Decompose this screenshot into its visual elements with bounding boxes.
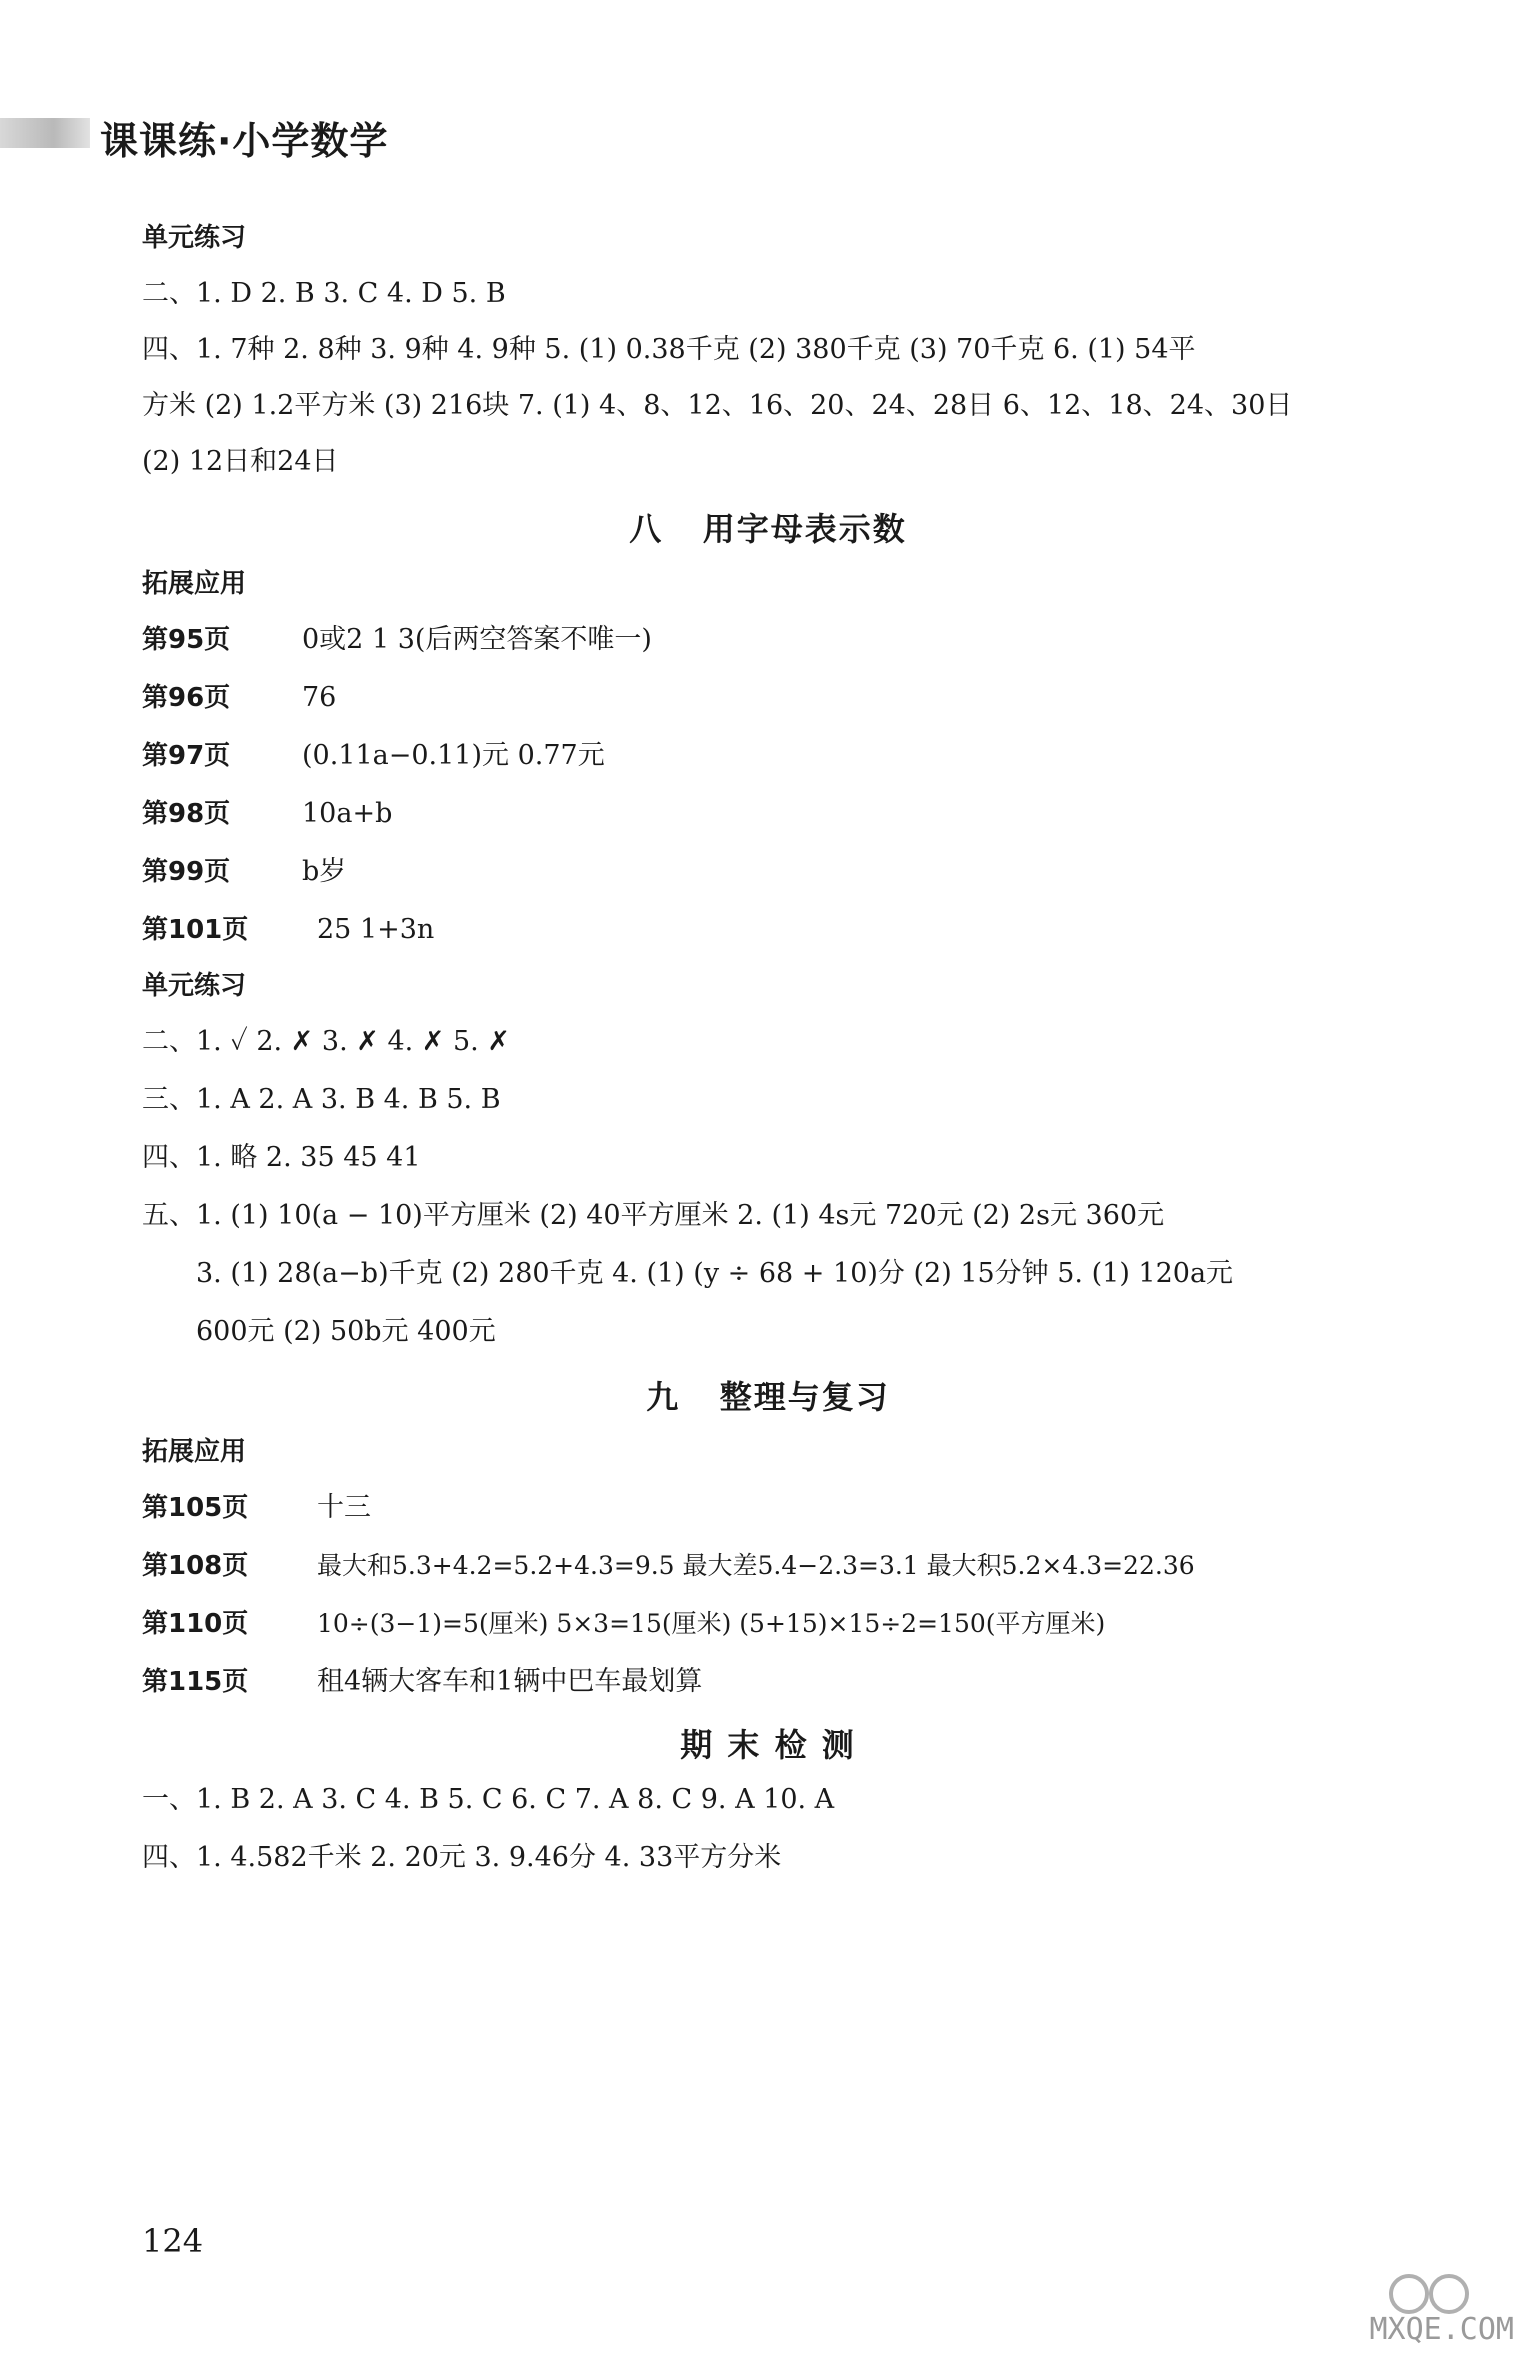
page-answer: 76 <box>302 682 337 713</box>
page-answer-row <box>142 1546 1195 1586</box>
answer-line: 四、1. 4.582千米 2. 20元 3. 9.46分 4. 33平方分米 <box>142 1842 782 1873</box>
answer-line: 二、1. ✓ 2. ✗ 3. ✗ 4. ✗ 5. ✗ <box>142 1026 510 1057</box>
page-answer: 十三 <box>317 1492 371 1523</box>
unit-exercise-label: 单元练习 <box>142 223 247 253</box>
section-heading: 九 整理与复习 <box>646 1378 890 1416</box>
section-heading: 期 末 检 测 <box>680 1726 856 1764</box>
answer-line: 二、1. D 2. B 3. C 4. D 5. B <box>142 278 506 309</box>
page-answer-row <box>142 1604 1105 1644</box>
page-ref: 第110页 <box>142 1609 249 1639</box>
page-ref: 第108页 <box>142 1551 249 1581</box>
answer-line: (2) 12日和24日 <box>142 446 339 477</box>
page-answer-row <box>142 910 434 950</box>
page-ref: 第99页 <box>142 857 231 887</box>
answer-line: 3. (1) 28(a−b)千克 (2) 280千克 4. (1) (y ÷ 68 + 10)分 (2) 15分钟 5. (1) 120a元 <box>196 1258 1234 1289</box>
page-header <box>0 104 500 164</box>
page-answer: 10÷(3−1)=5(厘米) 5×3=15(厘米) (5+15)×15÷2=150(平方厘米) <box>317 1609 1106 1638</box>
book-title: 课课练·小学数学 <box>100 119 389 163</box>
section-heading: 八 用字母表示数 <box>629 510 907 548</box>
page-answer-row <box>142 678 336 718</box>
watermark-text: MXQE.COM <box>1369 2312 1514 2347</box>
page-answer: 最大和5.3+4.2=5.2+4.3=9.5 最大差5.4−2.3=3.1 最大积5.2×4.3=22.36 <box>317 1551 1195 1580</box>
unit-exercise-label: 单元练习 <box>142 971 247 1001</box>
page-answer-row <box>142 1662 702 1702</box>
page-ref: 第98页 <box>142 799 231 829</box>
answer-line: 四、1. 略 2. 35 45 41 <box>142 1142 421 1173</box>
answer-line: 600元 (2) 50b元 400元 <box>196 1316 496 1347</box>
page-ref: 第95页 <box>142 625 231 655</box>
page-ref: 第96页 <box>142 683 231 713</box>
answer-line: 五、1. (1) 10(a − 10)平方厘米 (2) 40平方厘米 2. (1) 4s元 720元 (2) 2s元 360元 <box>142 1200 1165 1231</box>
page-answer: 0或2 1 3(后两空答案不唯一) <box>302 624 652 655</box>
page-ref: 第105页 <box>142 1493 249 1523</box>
answer-line: 四、1. 7种 2. 8种 3. 9种 4. 9种 5. (1) 0.38千克 (2) 380千克 (3) 70千克 6. (1) 54平 <box>142 334 1196 365</box>
answer-line: 一、1. B 2. A 3. C 4. B 5. C 6. C 7. A 8. C 9. A 10. A <box>142 1784 835 1815</box>
page-answer: 10a+b <box>302 798 393 829</box>
page-answer: b岁 <box>302 856 347 887</box>
page-answer-row <box>142 852 346 892</box>
page-answer-row <box>142 620 652 660</box>
page-answer: (0.11a−0.11)元 0.77元 <box>302 740 605 771</box>
watermark <box>1284 2269 1514 2347</box>
page-answer-row <box>142 1488 371 1528</box>
page-answer-row <box>142 736 605 776</box>
answer-line: 三、1. A 2. A 3. B 4. B 5. B <box>142 1084 501 1115</box>
answer-line: 方米 (2) 1.2平方米 (3) 216块 7. (1) 4、8、12、16、20、24、28日 6、12、18、24、30日 <box>142 390 1293 421</box>
page-answer: 25 1+3n <box>317 914 435 945</box>
page-ref: 第101页 <box>142 915 249 945</box>
page-ref: 第97页 <box>142 741 231 771</box>
page-answer: 租4辆大客车和1辆中巴车最划算 <box>317 1666 703 1697</box>
expand-application-label: 拓展应用 <box>142 1437 247 1467</box>
expand-application-label: 拓展应用 <box>142 569 247 599</box>
page-number: 124 <box>142 2222 204 2260</box>
page-answer-row <box>142 794 392 834</box>
page-ref: 第115页 <box>142 1667 249 1697</box>
header-decor-bar <box>0 118 90 148</box>
